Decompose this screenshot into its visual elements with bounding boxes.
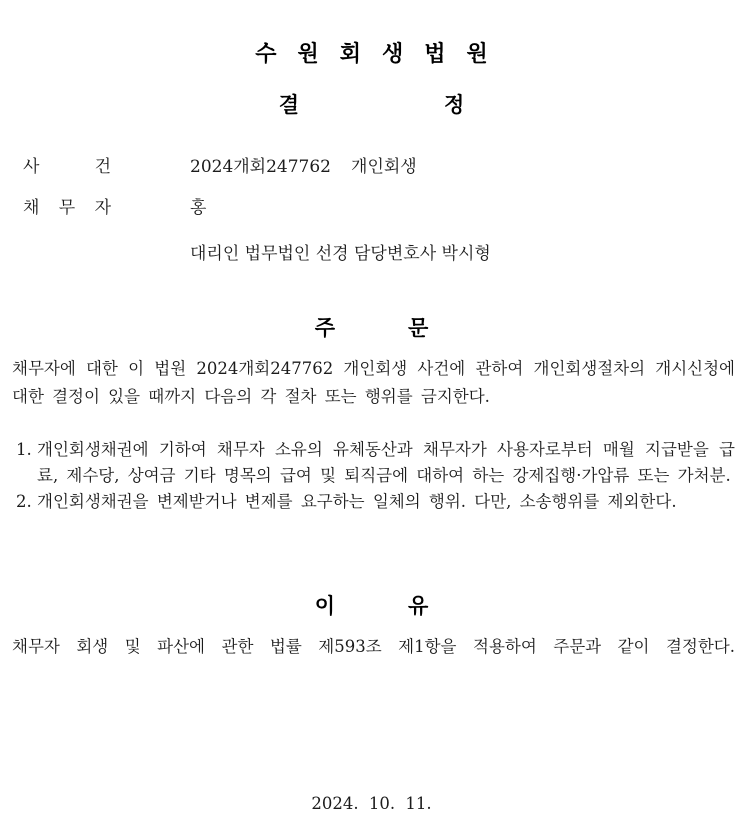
order-item-number: 1.: [16, 440, 32, 459]
jumun-intro-paragraph: 채무자에 대한 이 법원 2024개회247762 개인회생 사건에 관하여 개인회생절차의 개시신청에 대한 결정이 있을 때까지 다음의 각 절차 또는 행위를 금지한다.: [12, 359, 735, 406]
decision-heading-second-char: 정: [444, 93, 465, 117]
iyu-heading-second-char: 유: [408, 594, 429, 618]
order-item: [12, 489, 735, 515]
order-item-text: 개인회생채권을 변제받거나 변제를 요구하는 일체의 행위. 다만, 소송행위를 제외한다.: [37, 492, 677, 511]
case-label-char: 사: [23, 157, 40, 177]
decision-heading-first-char: 결: [278, 93, 299, 117]
case-field-value: [190, 156, 417, 178]
attorney-row: [0, 243, 743, 267]
court-name-text: 수원회생법원: [255, 42, 509, 67]
case-field-label: [23, 156, 111, 178]
debtor-label-char: 자: [94, 198, 111, 218]
debtor-label-char: 무: [58, 198, 76, 218]
jumun-heading-second-char: 문: [408, 316, 429, 340]
decision-date: 2024. 10. 11.: [311, 794, 432, 813]
jumun-order-list: [12, 437, 735, 515]
debtor-field-row: [0, 197, 743, 221]
case-number: 2024개회247762: [190, 157, 332, 177]
attorney-line: 대리인 법무법인 선경 담당변호사 박시형: [190, 244, 491, 264]
iyu-heading-first-char: 이: [314, 594, 335, 618]
order-item-text: 개인회생채권에 기하여 채무자 소유의 유체동산과 채무자가 사용자로부터 매월 지급받을 급료, 제수당, 상여금 기타 명목의 급여 및 퇴직금에 대하여 하는 강제집행·가압류 또는 가처분.: [37, 440, 735, 485]
iyu-body-paragraph: 채무자 회생 및 파산에 관한 법률 제593조 제1항을 적용하여 주문과 같이 결정한다.: [12, 637, 735, 656]
debtor-label-char: 채: [23, 198, 40, 218]
order-item-number: 2.: [16, 492, 32, 511]
case-label-char: 건: [94, 157, 111, 177]
jumun-heading: [0, 316, 743, 340]
jumun-heading-first-char: 주: [314, 316, 335, 340]
iyu-heading: [0, 594, 743, 618]
debtor-field-label: [23, 197, 111, 219]
debtor-name: 홍: [190, 198, 207, 218]
case-type: 개인회생: [351, 157, 417, 177]
case-field-row: [0, 156, 743, 180]
decision-heading: [0, 93, 743, 117]
order-item: [12, 437, 735, 489]
court-name-title: [0, 42, 743, 67]
